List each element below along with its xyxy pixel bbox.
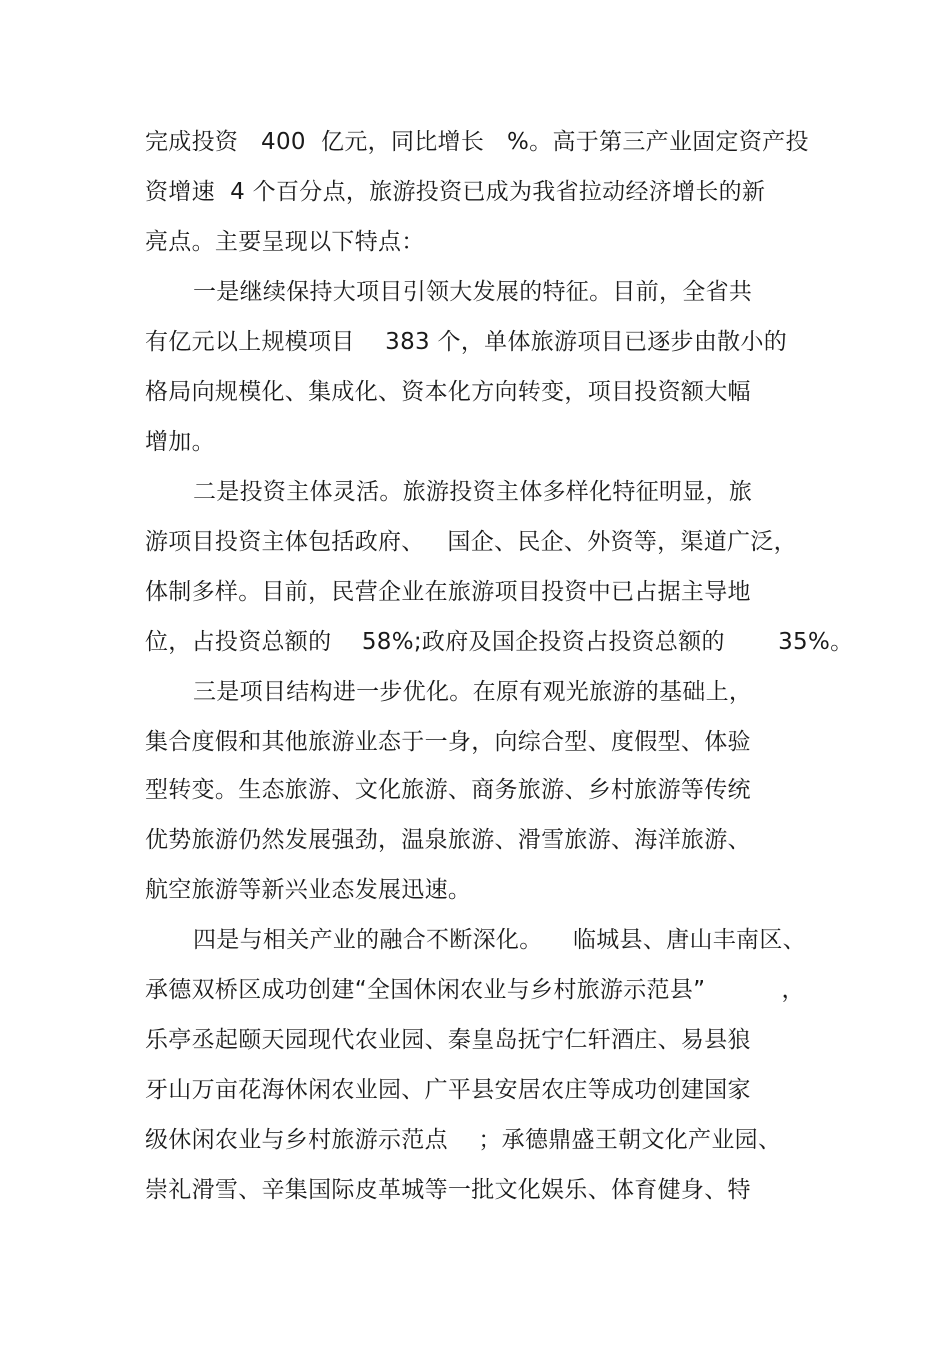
text-line: 有亿元以上规模项目 383 个，单体旅游项目已逐步由散小的 [145, 329, 788, 355]
paragraph-first-line: 四是与相关产业的融合不断深化。 临城县、唐山丰南区、 [193, 927, 806, 953]
text-line: 级休闲农业与乡村旅游示范点 ；承德鼎盛王朝文化产业园、 [145, 1127, 782, 1153]
text-line: 亮点。主要呈现以下特点： [145, 229, 425, 255]
text-line: 航空旅游等新兴业态发展迅速。 [145, 877, 472, 903]
text-line: 格局向规模化、集成化、资本化方向转变，项目投资额大幅 [145, 379, 751, 405]
text-line: 完成投资 400 亿元，同比增长 %。高于第三产业固定资产投 [145, 129, 809, 155]
text-line: 承德双桥区成功创建“全国休闲农业与乡村旅游示范县” ， [145, 977, 805, 1003]
paragraph-first-line: 一是继续保持大项目引领大发展的特征。目前，全省共 [193, 279, 753, 305]
text-line: 游项目投资主体包括政府、 国企、民企、外资等，渠道广泛， [145, 529, 797, 555]
text-line: 增加。 [145, 429, 215, 455]
text-line: 优势旅游仍然发展强劲，温泉旅游、滑雪旅游、海洋旅游、 [145, 827, 751, 853]
text-line: 牙山万亩花海休闲农业园、广平县安居农庄等成功创建国家 [145, 1077, 751, 1103]
text-line: 体制多样。目前，民营企业在旅游项目投资中已占据主导地 [145, 579, 751, 605]
text-line: 位，占投资总额的 58%;政府及国企投资占投资总额的 35%。 [145, 629, 854, 655]
text-line: 乐亭丞起颐天园现代农业园、秦皇岛抚宁仁轩酒庄、易县狼 [145, 1027, 751, 1053]
text-line: 集合度假和其他旅游业态于一身，向综合型、度假型、体验 [145, 729, 751, 755]
text-line: 型转变。生态旅游、文化旅游、商务旅游、乡村旅游等传统 [145, 777, 751, 803]
paragraph-first-line: 三是项目结构进一步优化。在原有观光旅游的基础上， [193, 679, 753, 705]
text-line: 崇礼滑雪、辛集国际皮革城等一批文化娱乐、体育健身、特 [145, 1177, 751, 1203]
paragraph-first-line: 二是投资主体灵活。旅游投资主体多样化特征明显，旅 [193, 479, 753, 505]
text-line: 资增速 4 个百分点，旅游投资已成为我省拉动经济增长的新 [145, 179, 766, 205]
